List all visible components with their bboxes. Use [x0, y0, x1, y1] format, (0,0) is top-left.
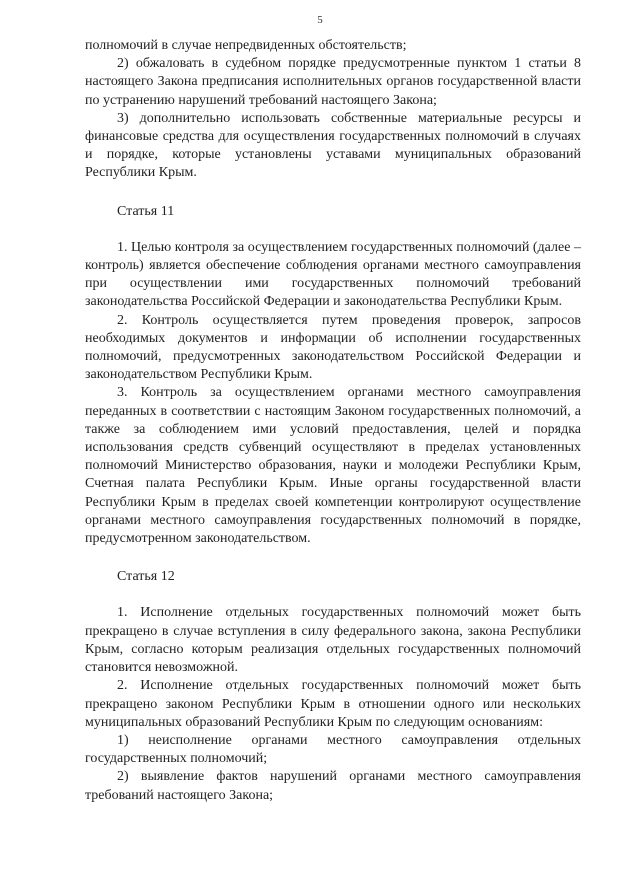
page-number: 5: [317, 14, 323, 26]
paragraph-continuation: полномочий в случае непредвиденных обстоятельств;: [85, 38, 407, 53]
article-12-heading: Статья 12: [117, 569, 175, 585]
paragraph-item-3-resources: 3) дополнительно использовать собственные материальные ресурсы и финансовые средства для осуществления государственных полномочий в случаях и порядке, которые установлены уставами муниципальных образований Республики Крым.: [85, 110, 581, 181]
article-12-subitem-1: 1) неисполнение органами местного самоуправления отдельных государственных полномочий;: [85, 732, 581, 767]
article-12-point-1: 1. Исполнение отдельных государственных полномочий может быть прекращено в случае вступления в силу федерального закона, закона Республики Крым, согласно которым реализация отдельных государственных полномочий становится невозможной.: [85, 605, 581, 676]
article-11-point-2: 2. Контроль осуществляется путем проведения проверок, запросов необходимых документов и информации об исполнении государственных полномочий, предусмотренных законодательством Российской Федерации и законодательством Республики Крым.: [85, 312, 581, 383]
article-11-point-1: 1. Целью контроля за осуществлением государственных полномочий (далее – контроль) является обеспечение соблюдения органами местного самоуправления при осуществлении ими государственных полномочий требований законодательства Российской Федерации и законодательства Республики Крым.: [85, 239, 581, 310]
paragraph-item-2-appeal: 2) обжаловать в судебном порядке предусмотренные пунктом 1 статьи 8 настоящего Закона предписания исполнительных органов государственной власти по устранению нарушений требований настоящего Закона;: [85, 56, 581, 108]
article-12-subitem-2: 2) выявление фактов нарушений органами местного самоуправления требований настоящего Закона;: [85, 769, 581, 803]
article-12-point-2: 2. Исполнение отдельных государственных полномочий может быть прекращено законом Республики Крым в отношении одного или нескольких муниципальных образований Республики Крым по следующим основаниям:: [85, 678, 581, 730]
document-body: [85, 37, 581, 805]
article-11-heading: Статья 11: [117, 203, 175, 219]
article-11-point-3: 3. Контроль за осуществлением органами местного самоуправления переданных в соответствии с настоящим Законом государственных полномочий, а также за соблюдением ими условий предоставления, целей и порядка использования средств субвенций осуществляют в пределах установленных полномочий Министерство образования, науки и молодежи Республики Крым, Счетная палата Республики Крым. Иные органы государственной власти Республики Крым в пределах своей компетенции контролируют осуществление органами местного самоуправления государственных полномочий в порядке, предусмотренном законодательством.: [85, 385, 581, 547]
